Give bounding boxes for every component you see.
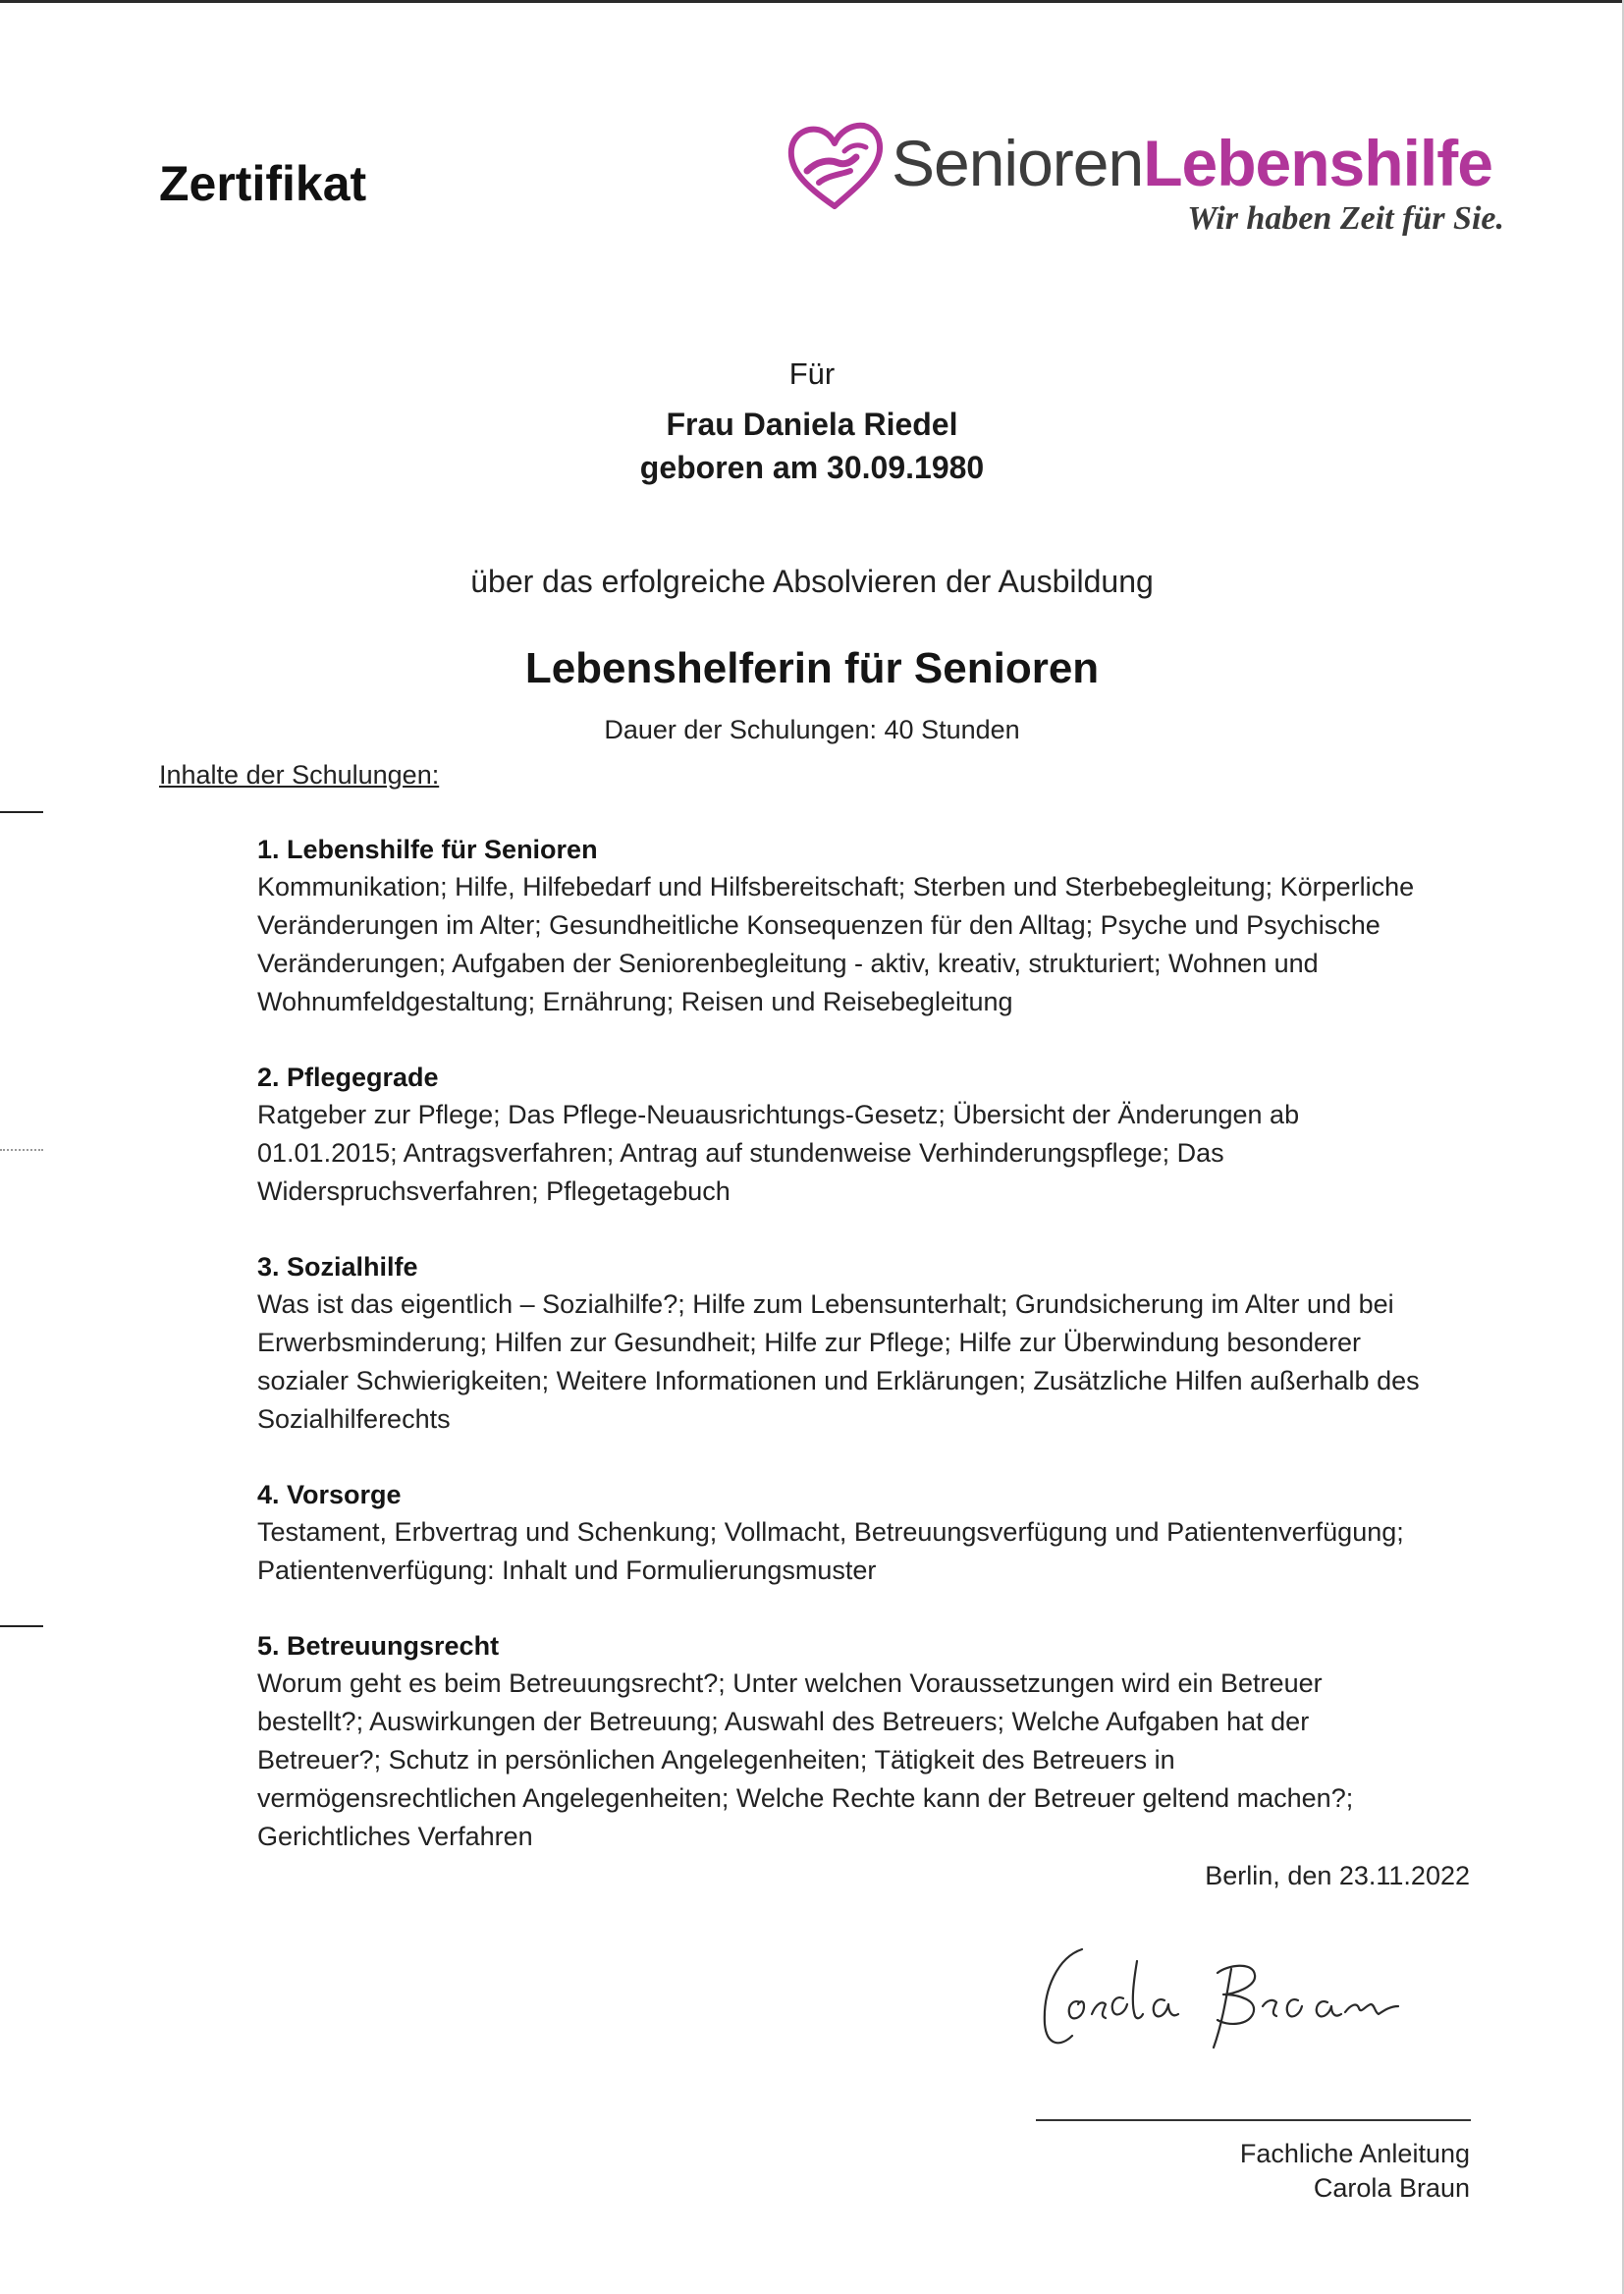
section-body [257, 1665, 1494, 1856]
heart-hands-icon [785, 122, 884, 210]
signer-name: Carola Braun [1313, 2173, 1470, 2203]
section-pflegegrade [257, 1059, 1494, 1211]
recipient-name: Frau Daniela Riedel [666, 407, 958, 442]
logo-word-lebenshilfe: Lebenshilfe [1143, 127, 1492, 199]
contents-heading: Inhalte der Schulungen: [159, 760, 440, 790]
section-line: 01.01.2015; Antragsverfahren; Antrag auf stundenweise Verhinderungspflege; Das [257, 1138, 1224, 1168]
section-line: Sozialhilferechts [257, 1404, 451, 1434]
punch-mark [0, 1149, 43, 1151]
certificate-title: Zertifikat [159, 156, 367, 211]
section-body [257, 1285, 1494, 1439]
section-line: Wohnumfeldgestaltung; Ernährung; Reisen und Reisebegleitung [257, 987, 1013, 1016]
for-label: Für [788, 356, 836, 391]
section-lebenshilfe [257, 831, 1494, 1021]
section-sozialhilfe [257, 1248, 1494, 1439]
handwritten-signature [1021, 1930, 1453, 2077]
signature-line [1036, 2119, 1471, 2121]
section-line: Veränderungen im Alter; Gesundheitliche Konsequenzen für den Alltag; Psyche und Psychische [257, 910, 1380, 940]
section-title: 5. Betreuungsrecht [257, 1631, 500, 1661]
section-vorsorge [257, 1476, 1494, 1590]
section-line: Betreuer?; Schutz in persönlichen Angelegenheiten; Tätigkeit des Betreuers in [257, 1745, 1175, 1775]
section-line: Patientenverfügung: Inhalt und Formulierungsmuster [257, 1556, 877, 1585]
brand-logo [785, 116, 1512, 253]
course-title: Lebenshelferin für Senioren [524, 644, 1100, 692]
section-title: 1. Lebenshilfe für Senioren [257, 835, 598, 864]
section-title: 2. Pflegegrade [257, 1063, 439, 1092]
section-line: Worum geht es beim Betreuungsrecht?; Unter welchen Voraussetzungen wird ein Betreuer [257, 1668, 1323, 1698]
fold-mark-top [0, 811, 43, 813]
fold-mark-bottom [0, 1625, 43, 1627]
course-duration: Dauer der Schulungen: 40 Stunden [604, 715, 1020, 744]
section-title: 4. Vorsorge [257, 1480, 402, 1509]
logo-slogan: Wir haben Zeit für Sie. [1187, 200, 1504, 237]
section-body [257, 868, 1494, 1021]
section-betreuungsrecht [257, 1627, 1494, 1856]
section-line: Erwerbsminderung; Hilfen zur Gesundheit; Hilfe zur Pflege; Hilfe zur Überwindung besonderer [257, 1328, 1362, 1357]
section-line: Gerichtliches Verfahren [257, 1822, 533, 1851]
training-sections [257, 831, 1494, 1893]
section-line: sozialer Schwierigkeiten; Weitere Informationen und Erklärungen; Zusätzliche Hilfen außerhalb des [257, 1366, 1420, 1395]
section-body [257, 1513, 1494, 1590]
section-line: Testament, Erbvertrag und Schenkung; Vollmacht, Betreuungsverfügung und Patientenverfügung; [257, 1517, 1404, 1547]
place-and-date: Berlin, den 23.11.2022 [1205, 1861, 1470, 1890]
section-line: Widerspruchsverfahren; Pflegetagebuch [257, 1176, 731, 1206]
section-line: bestellt?; Auswirkungen der Betreuung; Auswahl des Betreuers; Welche Aufgaben hat der [257, 1707, 1310, 1736]
section-line: Was ist das eigentlich – Sozialhilfe?; Hilfe zum Lebensunterhalt; Grundsicherung im Alter und bei [257, 1289, 1394, 1319]
section-body [257, 1096, 1494, 1211]
section-line: Veränderungen; Aufgaben der Seniorenbegleitung - aktiv, kreativ, strukturiert; Wohnen und [257, 949, 1319, 978]
scan-top-edge [0, 0, 1624, 3]
section-line: Ratgeber zur Pflege; Das Pflege-Neuausrichtungs-Gesetz; Übersicht der Änderungen ab [257, 1100, 1300, 1129]
recipient-birthdate: geboren am 30.09.1980 [639, 450, 985, 485]
logo-wordmark [892, 124, 1492, 202]
signer-role: Fachliche Anleitung [1239, 2139, 1470, 2168]
section-line: vermögensrechtlichen Angelegenheiten; Welche Rechte kann der Betreuer geltend machen?; [257, 1783, 1354, 1813]
section-line: Kommunikation; Hilfe, Hilfebedarf und Hilfsbereitschaft; Sterben und Sterbebegleitung; Körperliche [257, 872, 1415, 901]
course-intro: über das erfolgreiche Absolvieren der Ausbildung [470, 564, 1154, 599]
logo-word-senioren: Senioren [892, 127, 1144, 199]
section-title: 3. Sozialhilfe [257, 1252, 418, 1282]
